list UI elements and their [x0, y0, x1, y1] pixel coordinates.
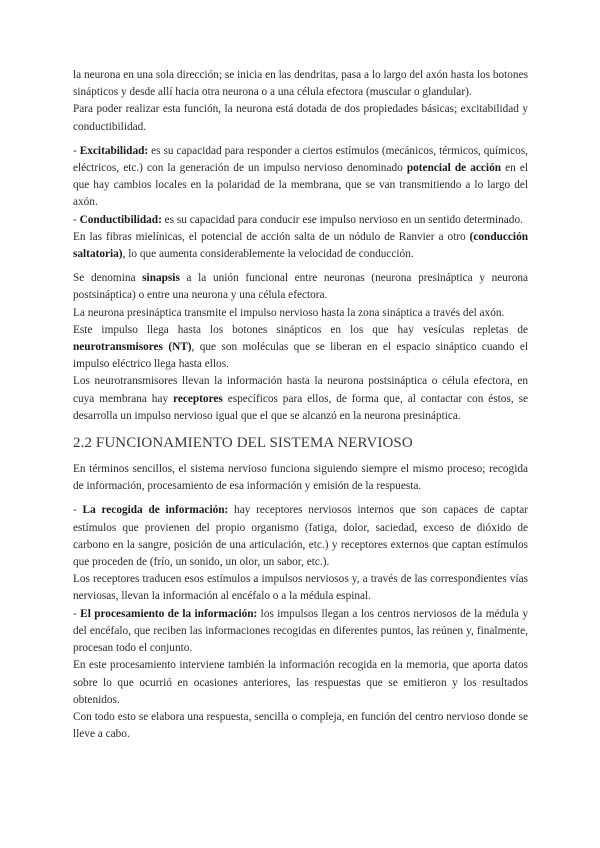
text-run: en el que hay cambios locales en la polaridad de la membrana, que se van transmitiendo a lo largo del axón. — [73, 162, 529, 209]
paragraph — [73, 101, 528, 135]
paragraph — [73, 709, 528, 743]
bold-term: Excitabilidad: — [79, 144, 149, 157]
bold-term: potencial de acción — [406, 162, 502, 175]
paragraph — [73, 657, 528, 709]
paragraph — [73, 229, 528, 263]
section-heading — [73, 433, 528, 453]
text-run: específicos para ellos, de forma que, al contactar con éstos, se desarrolla un impulso nervioso igual que el que se alcanzó en la neurona presináptica. — [73, 392, 528, 422]
text-run: - — [73, 144, 80, 157]
text-run: a la unión funcional entre neuronas (neurona presináptica y neurona postsináptica) o entre una neurona y una célula efectora. — [73, 272, 528, 302]
paragraph — [73, 143, 528, 212]
text-run: es su capacidad para conducir ese impulso nervioso en un sentido determinado. — [161, 213, 523, 226]
paragraph — [73, 305, 528, 322]
text-run: En las fibras mielínicas, el potencial de acción salta de un nódulo de Ranvier a otro — [73, 230, 470, 243]
text-run: Los neurotransmisores llevan la información hasta la neurona postsináptica o célula efectora, en cuya membrana hay — [73, 375, 528, 405]
text-run: En términos sencillos, el sistema nervioso funciona siguiendo siempre el mismo proceso; recogida de información, procesamiento de esa información y emisión de la respuesta. — [73, 463, 528, 493]
bold-term: La recogida de información: — [82, 504, 229, 517]
paragraph — [73, 502, 528, 571]
bold-term: sinapsis — [142, 272, 180, 285]
paragraph — [73, 373, 528, 425]
text-run: Con todo esto se elabora una respuesta, sencilla o compleja, en función del centro nervioso donde se lleve a cabo. — [73, 710, 528, 741]
paragraph — [73, 322, 528, 374]
paragraph — [73, 67, 528, 101]
bold-term: neurotransmisores (NT) — [73, 341, 192, 354]
text-run: En este procesamiento interviene también la información recogida en la memoria, que aporta datos sobre lo que ocurrió en ocasiones anteriores, las respuestas que se emitieron y los resultados obtenidos. — [73, 659, 528, 706]
text-run: 2.2 FUNCIONAMIENTO DEL SISTEMA NERVIOSO — [73, 435, 413, 452]
paragraph — [73, 571, 528, 605]
paragraph — [73, 212, 528, 229]
text-run: - — [73, 607, 81, 620]
text-run: La neurona presináptica transmite el impulso nervioso hasta la zona sináptica a través del axón. — [73, 306, 505, 319]
text-run: los impulsos llegan a los centros nerviosos de la médula y del encéfalo, que reciben las informaciones recogidas en diferentes puntos, las reúnen y, finalmente, procesan todo el conjunto. — [73, 607, 528, 655]
paragraph — [73, 270, 528, 304]
bold-term: receptores — [173, 392, 223, 405]
document-page — [73, 67, 528, 743]
text-run: - — [73, 213, 80, 226]
text-run: Para poder realizar esta función, la neurona está dotada de dos propiedades básicas; excitabilidad y conductibilidad. — [73, 103, 528, 133]
text-run: - — [73, 504, 83, 517]
bold-term: Conductibilidad: — [79, 213, 162, 226]
text-run: Se denomina — [73, 272, 143, 285]
text-run: , que son moléculas que se liberan en el espacio sináptico cuando el impulso eléctrico llega hasta ellos. — [73, 341, 528, 371]
text-run: Este impulso llega hasta los botones sinápticos en los que hay vesículas repletas de — [73, 323, 528, 336]
paragraph — [73, 606, 528, 658]
text-run: Los receptores traducen esos estímulos a impulsos nerviosos y, a través de las correspondientes vías nerviosas, llevan la información al encéfalo o a la médula espinal. — [73, 573, 528, 603]
text-run: hay receptores nerviosos internos que son capaces de captar estímulos que provienen del propio organismo (fatiga, dolor, saciedad, exceso de dióxido de carbono en la sangre, posición de una articulación, etc.) y receptores externos que captan estímulos que proceden de (frío, un sonido, un olor, un sabor, etc.). — [73, 504, 528, 569]
paragraph — [73, 461, 528, 495]
text-run: es su capacidad para responder a ciertos estímulos (mecánicos, térmicos, químicos, eléctricos, etc.) con la generación de un impulso nervioso denominado — [73, 144, 528, 175]
bold-term: (conducción saltatoria) — [73, 230, 528, 261]
text-run: , lo que aumenta considerablemente la velocidad de conducción. — [122, 248, 414, 261]
bold-term: El procesamiento de la información: — [80, 607, 258, 620]
text-run: la neurona en una sola dirección; se inicia en las dendritas, pasa a lo largo del axón hasta los botones sinápticos y desde allí hacia otra neurona o a una célula efectora (muscular o glandular). — [73, 69, 528, 99]
